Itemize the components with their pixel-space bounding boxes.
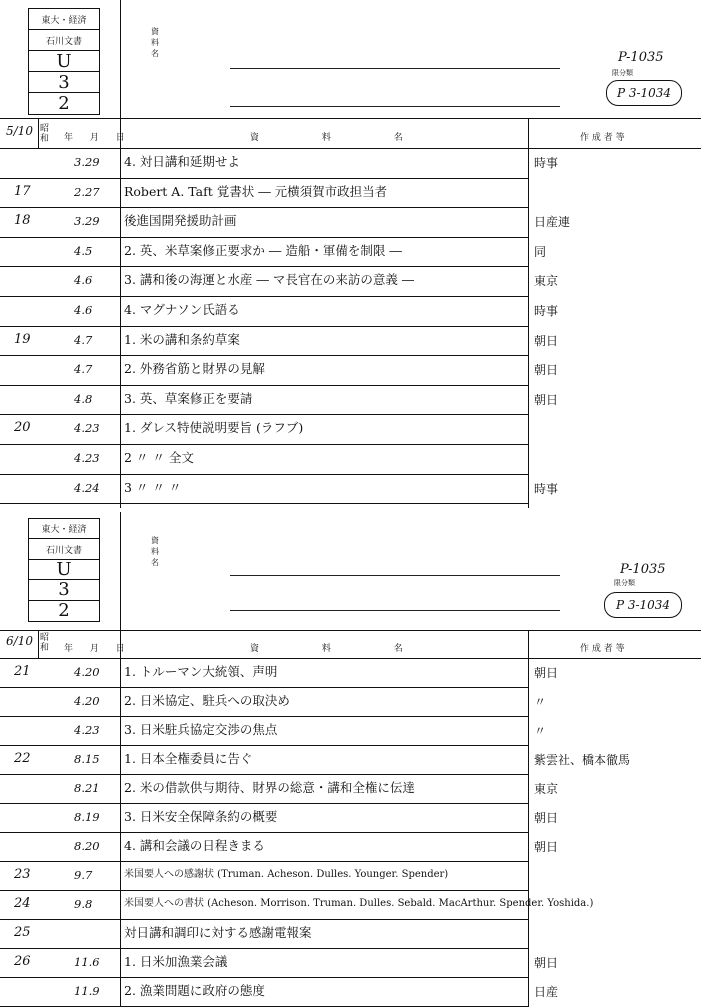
row-author: 時事 [534, 304, 559, 318]
classification-label: 限分類 [614, 579, 635, 587]
row-author: 朝日 [534, 811, 559, 825]
header-date: 年 月 日 [64, 133, 125, 143]
row-rule [0, 385, 528, 386]
row-title: 1. ダレス特使説明要旨 (ラフブ) [124, 420, 304, 436]
row-title: 4. 講和会議の日程きまる [124, 838, 265, 853]
row-date: 4.20 [74, 665, 100, 679]
col-divider [38, 630, 39, 658]
row-title: 3. 英、草案修正を要請 [124, 390, 253, 406]
row-title: 3. 日米安全保障条約の概要 [124, 809, 278, 824]
row-date: 4.20 [74, 694, 100, 708]
row-title: 4. マグナソン氏語る [124, 302, 240, 317]
row-rule [0, 326, 528, 327]
stamp-line-1: 東大・経済 [29, 9, 99, 30]
row-rule [0, 444, 528, 445]
row-number: 22 [14, 751, 31, 766]
stamp-line-4: 3 [29, 580, 99, 600]
row-title: 3. 講和後の海運と水産 ― マ長官在の来訪の意義 ― [124, 272, 415, 288]
header-author: 作 成 者 等 [580, 644, 625, 654]
row-title: 対日講和調印に対する感謝電報案 [124, 925, 312, 940]
row-number: 23 [14, 867, 31, 882]
row-author: 紫雲社、橋本徹馬 [534, 753, 631, 767]
row-author: 朝日 [534, 392, 559, 407]
row-date: 8.20 [74, 839, 100, 853]
row-number: 20 [14, 420, 31, 436]
page-ref: P-1035 [618, 50, 664, 65]
col-divider-author [528, 118, 529, 508]
header-date: 年 月 日 [64, 644, 125, 654]
row-author: 朝日 [534, 333, 559, 348]
row-rule [0, 977, 528, 978]
stamp-line-2: 石川文書 [29, 539, 99, 559]
title-underline-2 [230, 610, 560, 611]
title-underline-2 [230, 106, 560, 107]
archive-stamp [28, 8, 100, 115]
row-rule [0, 474, 528, 475]
header-title: 資 料 名 [250, 133, 403, 143]
row-title: 2. 漁業問題に政府の態度 [124, 983, 265, 998]
row-rule [0, 355, 528, 356]
row-author: 朝日 [534, 363, 559, 378]
row-rule [0, 503, 528, 504]
row-rule [0, 745, 528, 746]
title-label: 資料名 [151, 27, 159, 58]
row-title: 3. 日米駐兵協定交渉の焦点 [124, 722, 278, 737]
row-title: 1. 米の講和条約草案 [124, 331, 240, 347]
row-author: 〃 [534, 695, 547, 709]
row-title: 2. 外務省筋と財界の見解 [124, 361, 265, 377]
classification-box: P 3-1034 [604, 592, 682, 618]
row-date: 4.24 [74, 480, 100, 495]
table-top-border [0, 118, 701, 119]
row-date: 4.23 [74, 723, 100, 737]
row-title: Robert A. Taft 覚書状 ― 元横須賀市政担当者 [124, 183, 388, 199]
classification-box: P 3-1034 [606, 80, 682, 106]
col-divider-main [120, 0, 121, 508]
row-date: 9.7 [74, 868, 93, 882]
row-date: 4.7 [74, 332, 93, 347]
page-ref: P-1035 [620, 562, 666, 577]
row-author: 日産連 [534, 215, 571, 230]
row-date: 9.8 [74, 897, 93, 911]
row-rule [0, 890, 528, 891]
row-number: 19 [14, 331, 31, 347]
title-label: 資料名 [151, 536, 159, 567]
row-date: 8.21 [74, 781, 100, 795]
header-bottom-border [0, 148, 701, 149]
row-author: 時事 [534, 481, 559, 496]
col-divider [38, 118, 39, 148]
row-rule [0, 861, 528, 862]
row-rule [0, 832, 528, 833]
title-underline [230, 68, 560, 69]
stamp-line-3: U [29, 560, 99, 580]
col-divider-main [120, 512, 121, 1007]
row-author: 〃 [534, 724, 547, 738]
row-rule [0, 207, 528, 208]
stamp-line-3: U [29, 51, 99, 72]
row-rule [0, 687, 528, 688]
row-title: 1. 日本全権委員に告ぐ [124, 751, 253, 766]
row-title: 米国要人への感謝状 (Truman. Acheson. Dulles. Younger. Spender) [124, 869, 449, 880]
row-rule [0, 919, 528, 920]
row-date: 8.19 [74, 810, 100, 824]
row-title: 米国要人への書状 (Acheson. Morrison. Truman. Dulles. Sebald. MacArthur. Spender. Yoshida.) [124, 898, 594, 909]
row-date: 4.7 [74, 362, 93, 377]
row-author: 朝日 [534, 666, 559, 680]
margin-date: 5/10 [6, 124, 33, 138]
row-rule [0, 296, 528, 297]
row-rule [0, 716, 528, 717]
row-rule [0, 803, 528, 804]
header-bottom-border [0, 658, 701, 659]
row-title: 3 〃 〃 〃 [124, 479, 182, 495]
margin-date: 6/10 [6, 634, 33, 648]
row-title: 後進国開発援助計画 [124, 213, 237, 229]
row-title: 4. 対日講和延期せよ [124, 154, 240, 169]
row-author: 時事 [534, 156, 559, 170]
row-author: 日産 [534, 985, 559, 999]
row-author: 東京 [534, 274, 559, 289]
stamp-line-2: 石川文書 [29, 30, 99, 51]
archive-stamp [28, 518, 100, 622]
header-era: 昭和 [40, 633, 50, 653]
table-top-border [0, 630, 701, 631]
row-date: 4.6 [74, 303, 93, 317]
row-number: 26 [14, 954, 31, 969]
header-era: 昭和 [40, 124, 50, 144]
title-underline [230, 575, 560, 576]
row-number: 17 [14, 183, 31, 199]
row-title: 1. トルーマン大統領、声明 [124, 664, 278, 679]
row-date: 3.29 [74, 214, 100, 229]
row-number: 25 [14, 925, 31, 940]
row-title: 2 〃 〃 全文 [124, 450, 194, 465]
stamp-line-4: 3 [29, 72, 99, 93]
row-author: 東京 [534, 782, 559, 796]
stamp-line-5: 2 [58, 93, 70, 114]
row-date: 4.23 [74, 451, 100, 465]
row-date: 2.27 [74, 184, 100, 199]
row-date: 8.15 [74, 752, 100, 766]
row-date: 3.29 [74, 155, 100, 169]
row-title: 1. 日米加漁業会議 [124, 954, 228, 969]
row-rule [0, 774, 528, 775]
row-rule [0, 237, 528, 238]
row-author: 同 [534, 244, 547, 259]
row-title: 2. 日米協定、駐兵への取決め [124, 693, 290, 708]
row-date: 4.8 [74, 391, 93, 406]
row-author: 朝日 [534, 956, 559, 970]
row-number: 18 [14, 213, 31, 229]
row-rule [0, 414, 528, 415]
row-number: 24 [14, 896, 31, 911]
header-title: 資 料 名 [250, 644, 403, 654]
col-divider-author [528, 630, 529, 1007]
row-title: 2. 英、米草案修正要求か ― 造船・軍備を制限 ― [124, 242, 402, 258]
stamp-line-1: 東大・経済 [29, 519, 99, 539]
row-rule [0, 266, 528, 267]
row-date: 4.5 [74, 243, 93, 258]
row-author: 朝日 [534, 840, 559, 854]
header-author: 作 成 者 等 [580, 133, 625, 143]
stamp-line-5: 2 [58, 600, 70, 622]
row-date: 4.6 [74, 273, 93, 288]
row-date: 11.6 [74, 955, 100, 969]
row-title: 2. 米の借款供与期待、財界の総意・講和全権に伝達 [124, 780, 415, 795]
row-date: 11.9 [74, 984, 100, 998]
row-rule [0, 948, 528, 949]
row-date: 4.23 [74, 421, 100, 436]
classification-label: 限分類 [612, 69, 633, 77]
row-number: 21 [14, 664, 31, 679]
row-rule [0, 178, 528, 179]
